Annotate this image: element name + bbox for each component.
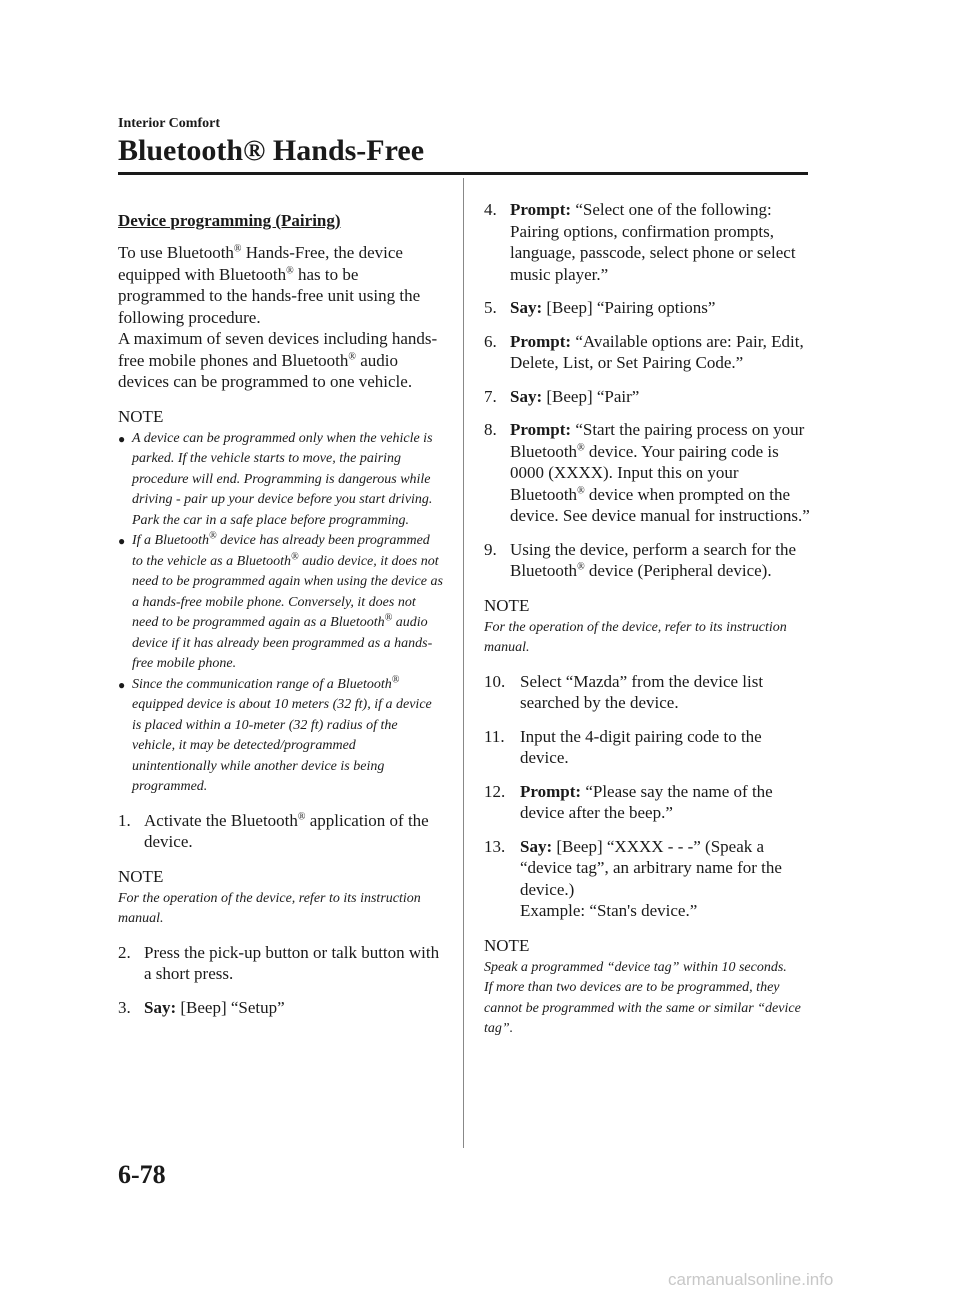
note-title: NOTE: [118, 406, 164, 426]
note-item: ● If a Bluetooth® device has already been programmed to the vehicle as a Bluetooth® audio device, it does not need to be programmed again when using the device as a hands-free mobile phone. Conversely, it does not need to be programmed again as a Bluetooth® audio device if it has already been programmed as a hands-free mobile phone.: [118, 530, 443, 671]
bullet-icon: ●: [118, 431, 126, 446]
registered-mark: ®: [233, 243, 242, 255]
page-title: Bluetooth® Hands-Free: [118, 134, 425, 167]
step-9: 9. Using the device, perform a search for the Bluetooth® device (Peripheral device).: [484, 539, 797, 580]
note-title: NOTE: [118, 866, 164, 886]
registered-mark: ®: [286, 264, 294, 276]
step-6: 6. Prompt: “Available options are: Pair, Edit, Delete, List, or Set Pairing Code.”: [484, 331, 804, 372]
note-list: [118, 429, 443, 798]
intro-paragraph-1: To use Bluetooth® Hands-Free, the device equipped with Bluetooth® has to be programmed to the hands-free unit using the following procedure.: [118, 243, 421, 327]
intro-paragraph-2: A maximum of seven devices including hands-free mobile phones and Bluetooth® audio devices can be programmed to one vehicle.: [118, 329, 438, 391]
step-5: 5. Say: [Beep] “Pairing options”: [484, 298, 716, 317]
note-text: For the operation of the device, refer to its instruction manual.: [118, 890, 421, 926]
step-10: 10. Select “Mazda” from the device list searched by the device.: [484, 671, 764, 712]
bullet-icon: ●: [118, 534, 126, 548]
page-number: 6-78: [118, 1160, 166, 1189]
note-title: NOTE: [484, 935, 530, 955]
step-3: 3. Say: [Beep] “Setup”: [118, 997, 285, 1017]
step-1: 1. Activate the Bluetooth® application of the device.: [118, 810, 429, 851]
registered-mark: ®: [348, 350, 356, 362]
step-13: 13. Say: [Beep] “XXXX - - -” (Speak a “device tag”, an arbitrary name for the device.) Example: “Stan's device.”: [484, 836, 782, 920]
column-divider: [463, 178, 464, 1148]
note-item: ● Since the communication range of a Bluetooth® equipped device is about 10 meters (32 ft), if a device is placed within a 10-meter (32 ft) radius of the vehicle, it may be detected/programmed unintentionally while another device is being programmed.: [118, 673, 432, 794]
step-4: 4. Prompt: “Select one of the following: Pairing options, confirmation prompts, language, passcode, select phone or select music player.”: [484, 200, 796, 284]
note-title: NOTE: [484, 595, 530, 615]
left-column: [118, 210, 443, 1018]
step-7: 7. Say: [Beep] “Pair”: [484, 386, 640, 406]
watermark: carmanualsonline.info: [668, 1270, 834, 1289]
note-text: Speak a programmed “device tag” within 10 seconds.: [484, 959, 787, 975]
note-item: ● A device can be programmed only when the vehicle is parked. If the vehicle starts to move, the pairing procedure will end. Programming is dangerous while driving - pair up your device before you start driving. Park the car in a safe place before programming.: [118, 430, 433, 528]
section-label: Interior Comfort: [118, 116, 220, 131]
note-text: For the operation of the device, refer to its instruction manual.: [484, 619, 787, 655]
step-11: 11. Input the 4-digit pairing code to the device.: [484, 726, 762, 767]
note-text: If more than two devices are to be programmed, they cannot be programmed with the same or similar “device tag”.: [484, 980, 801, 1036]
step-8: 8. Prompt: “Start the pairing process on your Bluetooth® device. Your pairing code is 0000 (XXXX). Input this on your Bluetooth® device when prompted on the device. See device manual for instructions.”: [484, 420, 810, 525]
step-12: 12. Prompt: “Please say the name of the device after the beep.”: [484, 781, 773, 822]
step-2: 2. Press the pick-up button or talk button with a short press.: [118, 942, 440, 983]
header-rule: [118, 172, 808, 175]
section-subhead: Device programming (Pairing): [118, 211, 341, 230]
bullet-icon: ●: [118, 677, 126, 692]
right-column: [484, 187, 814, 1040]
